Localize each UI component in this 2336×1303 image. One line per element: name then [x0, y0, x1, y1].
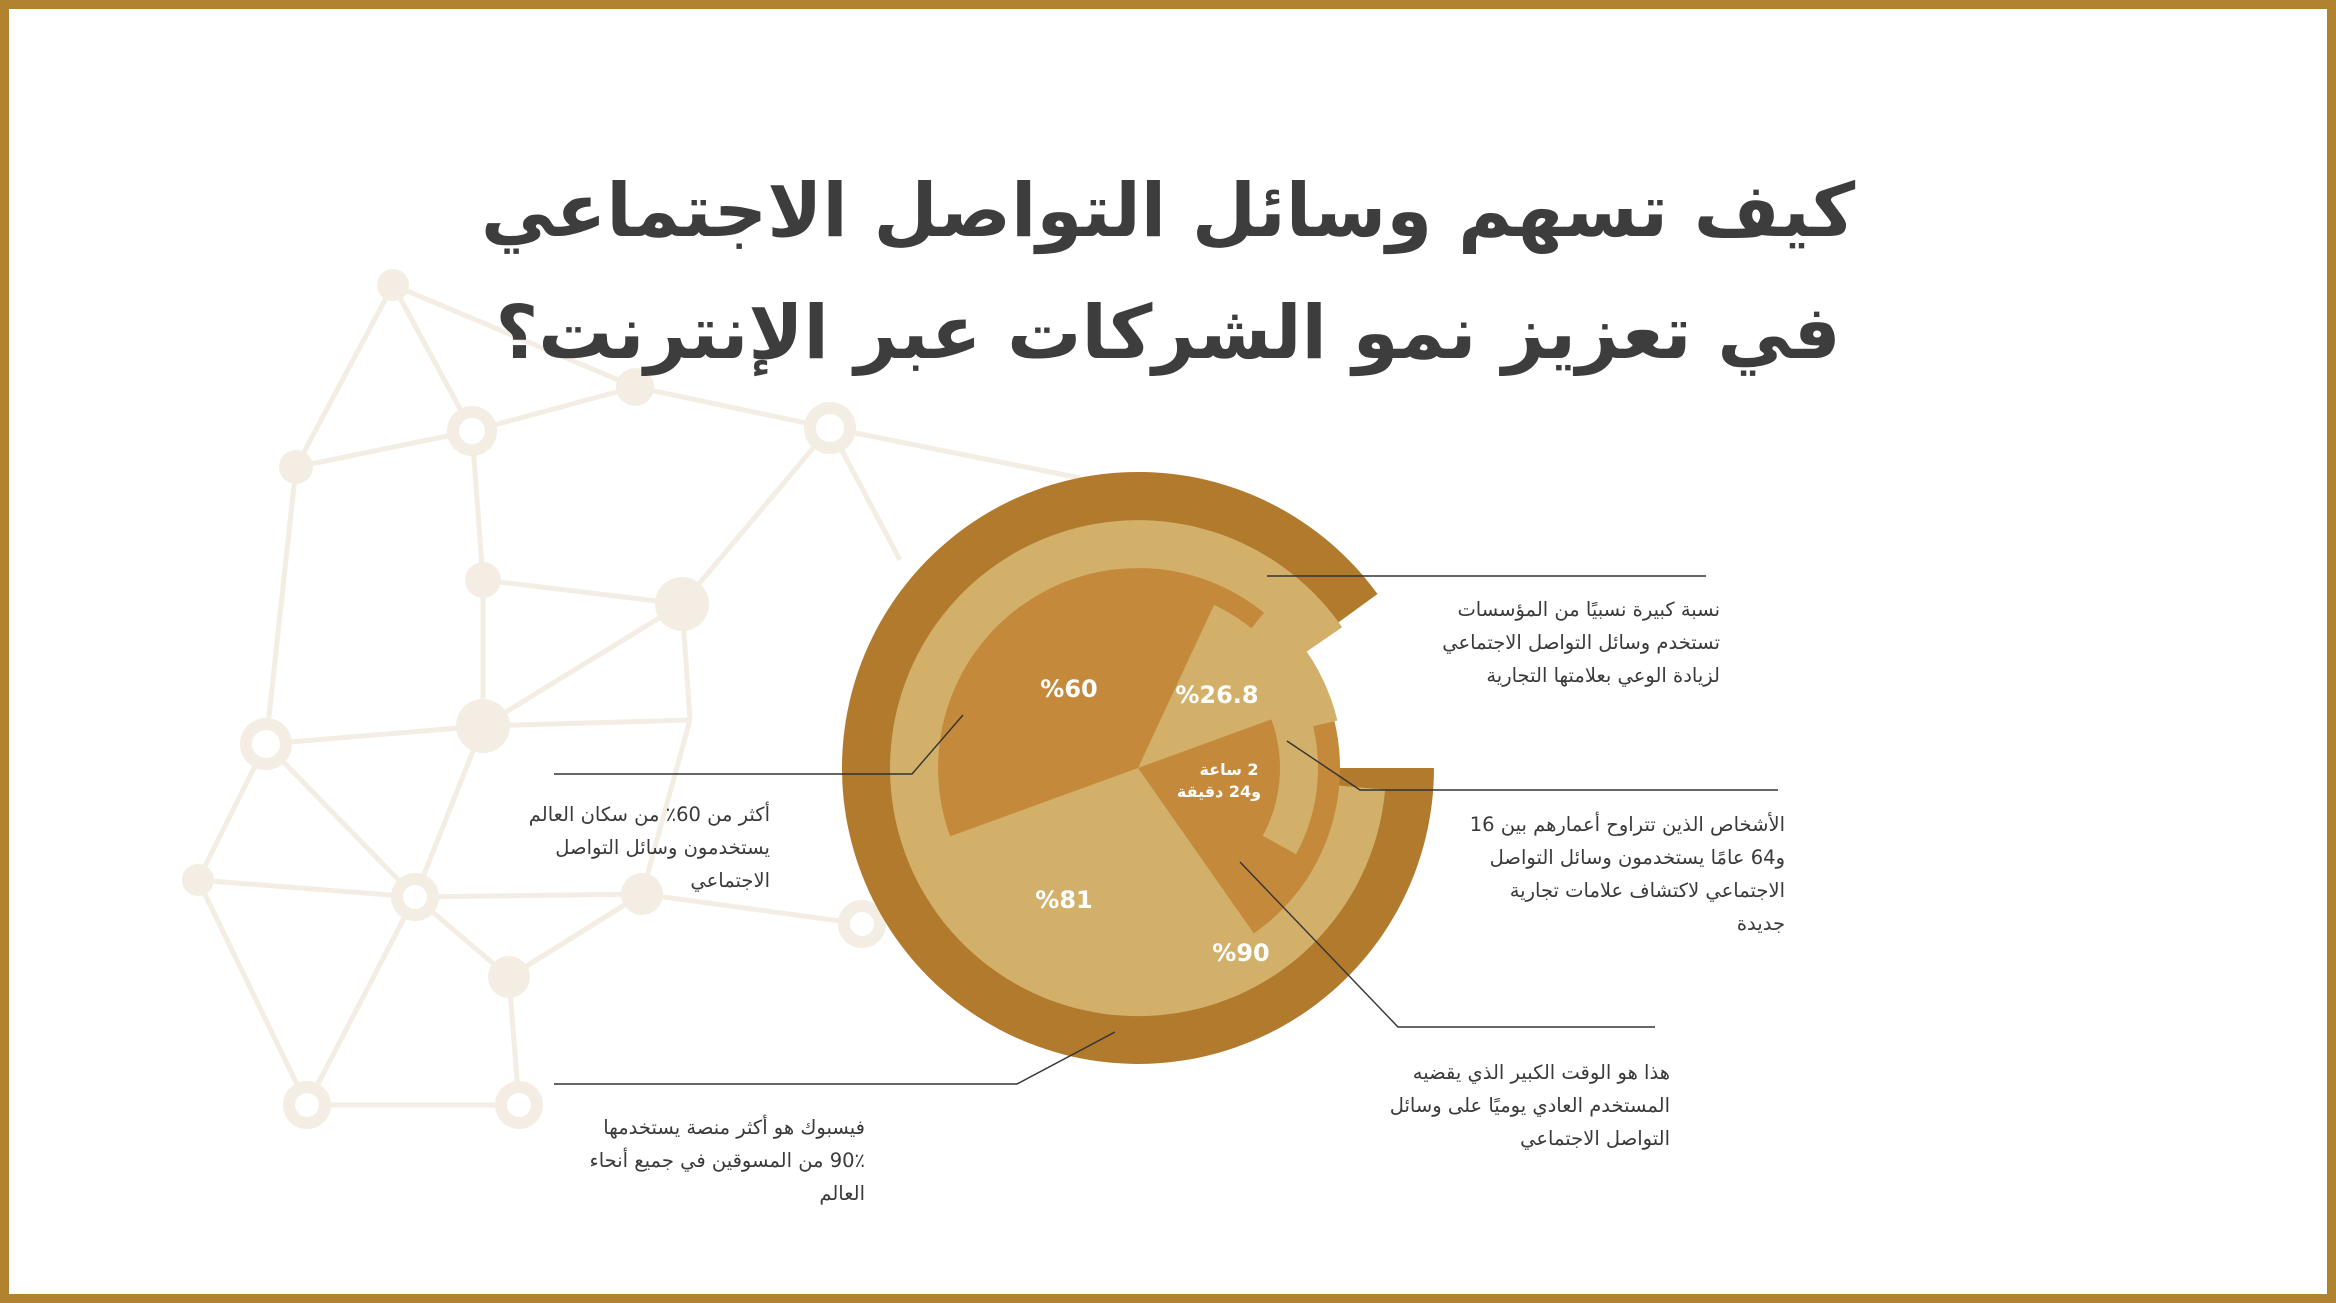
annotation-line: هذا هو الوقت الكبير الذي يقضيه: [1412, 1061, 1670, 1084]
annotation-discover-brands: [1390, 808, 1785, 940]
label-81: %81: [1035, 886, 1093, 914]
annotation-line: فيسبوك هو أكثر منصة يستخدمها: [603, 1116, 865, 1139]
annotation-line: أكثر من 60٪ من سكان العالم: [528, 803, 770, 826]
label-60: %60: [1040, 675, 1098, 703]
label-time-line2: و24 دقيقة: [1176, 782, 1262, 801]
page-title: [400, 150, 1936, 394]
annotation-line: جديدة: [1736, 912, 1785, 935]
annotation-line: تستخدم وسائل التواصل الاجتماعي: [1442, 631, 1720, 654]
annotation-line: الاجتماعي: [690, 869, 770, 892]
title-line-1: كيف تسهم وسائل التواصل الاجتماعي: [480, 168, 1856, 254]
label-26-8: %26.8: [1175, 681, 1259, 709]
annotation-line: التواصل الاجتماعي: [1520, 1127, 1670, 1150]
annotation-line: الاجتماعي لاكتشاف علامات تجارية: [1509, 879, 1785, 902]
annotation-daily-time: [1300, 1056, 1670, 1155]
annotation-line: لزيادة الوعي بعلامتها التجارية: [1486, 664, 1720, 687]
annotation-facebook-marketers: [510, 1111, 865, 1210]
annotation-line: يستخدمون وسائل التواصل: [555, 836, 770, 859]
label-90: %90: [1212, 939, 1270, 967]
label-time-line1: 2 ساعة: [1199, 760, 1259, 779]
annotation-line: نسبة كبيرة نسبيًا من المؤسسات: [1457, 598, 1720, 621]
annotation-line: العالم: [819, 1182, 865, 1205]
annotation-brand-awareness: [1380, 593, 1720, 692]
annotation-line: المستخدم العادي يوميًا على وسائل: [1389, 1094, 1670, 1117]
title-line-2: في تعزيز نمو الشركات عبر الإنترنت؟: [495, 290, 1841, 376]
annotation-line: 90٪ من المسوقين في جميع أنحاء: [589, 1149, 865, 1172]
annotation-world-population: [440, 798, 770, 897]
annotation-line: و64 عامًا يستخدمون وسائل التواصل: [1489, 846, 1785, 869]
annotation-line: الأشخاص الذين تتراوح أعمارهم بين 16: [1469, 813, 1785, 836]
